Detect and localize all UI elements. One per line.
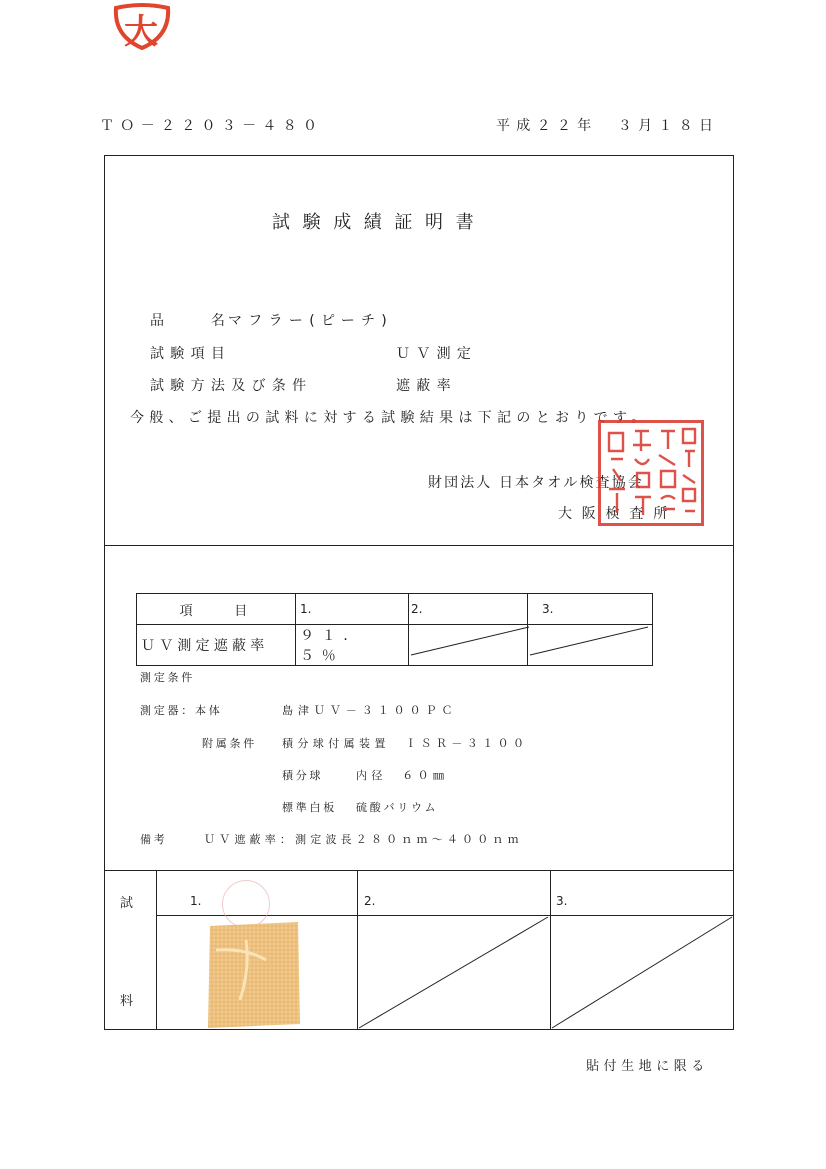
field-label-test-item: 試験項目 — [150, 346, 232, 362]
sample-divider-v1 — [156, 870, 157, 1030]
table-row — [137, 625, 653, 666]
sample-col-1: 1. — [190, 894, 202, 908]
issuer-name: 財団法人 日本タオル検査協会 — [428, 475, 644, 491]
table-row — [137, 594, 653, 625]
statement: 今般、ご提出の試料に対する試験結果は下記のとおりです。 — [130, 410, 651, 426]
field-value-name: マフラー(ピーチ) — [228, 313, 394, 329]
conditions-heading: 測定条件 — [140, 671, 195, 684]
issue-date: 平成２２年 ３月１８日 — [496, 118, 720, 134]
device-label: 測定器：本体 — [140, 704, 223, 717]
field-label-name: 品 名 — [150, 313, 232, 329]
diagonal-line — [528, 625, 650, 657]
footer-note: 貼付生地に限る — [586, 1059, 709, 1074]
fabric-sample — [206, 920, 302, 1030]
results-col-3: 3. — [528, 594, 653, 625]
sphere-label: 積分球 — [282, 769, 324, 782]
diagonal-line — [550, 915, 734, 1030]
sample-label-bottom: 料 — [120, 994, 134, 1009]
stamp-mark — [112, 2, 172, 50]
sample-col-3: 3. — [556, 894, 568, 908]
results-empty-2 — [409, 625, 528, 666]
diagonal-line — [409, 625, 531, 657]
results-table — [136, 593, 653, 666]
official-seal — [598, 420, 704, 526]
white-label: 標準白板 — [282, 801, 337, 814]
field-value-test-item: ＵＶ測定 — [396, 346, 478, 362]
page-title: 試験成績証明書 — [272, 212, 487, 233]
field-label-method: 試験方法及び条件 — [150, 378, 313, 394]
sample-col-2: 2. — [364, 894, 376, 908]
white-value: 硫酸バリウム — [356, 801, 439, 814]
device-value: 島津ＵＶ－３１００ＰＣ — [282, 704, 458, 717]
stamp-text: 大 — [124, 12, 158, 52]
results-col-2: 2. — [409, 594, 528, 625]
note-label: 備考 — [140, 833, 168, 846]
accessory-label: 附属条件 — [202, 737, 257, 750]
sample-label-top: 試 — [120, 896, 134, 911]
doc-number: ＴＯ－２２０３－４８０ — [100, 118, 324, 134]
issuer-office: 大阪検査所 — [558, 506, 677, 522]
results-row-value: ９１．５％ — [296, 625, 409, 666]
accessory-value: 積分球付属装置 ＩＳＲ－３１００ — [282, 737, 529, 750]
note-value: ＵＶ遮蔽率：測定波長２８０ｎｍ～４００ｎｍ — [204, 833, 523, 846]
sphere-value: 内径 ６０㎜ — [356, 769, 449, 782]
results-row-label: ＵＶ測定遮蔽率 — [137, 625, 296, 666]
field-value-method: 遮蔽率 — [396, 378, 457, 394]
diagonal-line — [357, 915, 550, 1030]
results-col-1: 1. — [296, 594, 409, 625]
results-header-label: 項 目 — [137, 594, 296, 625]
results-empty-3 — [528, 625, 653, 666]
